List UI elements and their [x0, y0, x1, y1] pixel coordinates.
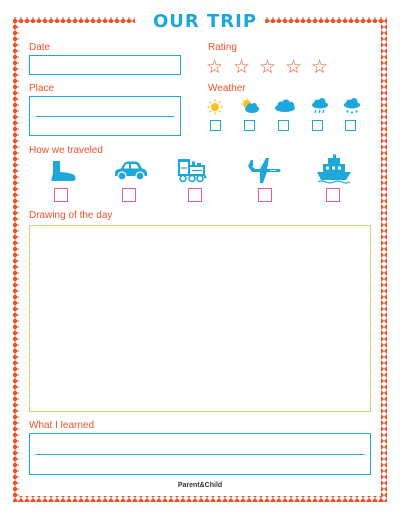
drawing-area[interactable]: [29, 225, 371, 412]
date-field[interactable]: [29, 55, 181, 75]
weather-checkbox-snow[interactable]: [345, 120, 356, 131]
star-icon[interactable]: ☆: [233, 56, 251, 78]
sun-icon: [207, 99, 223, 115]
travel-checkbox-walk[interactable]: [54, 188, 68, 202]
star-icon[interactable]: ☆: [206, 56, 224, 78]
what-i-learned-label: What I learned: [29, 420, 95, 431]
airplane-icon: [246, 156, 282, 184]
place-rule: [36, 116, 174, 117]
weather-checkbox-rain[interactable]: [312, 120, 323, 131]
rain-icon: [311, 97, 329, 115]
rating-label: Rating: [208, 42, 237, 53]
drawing-label: Drawing of the day: [29, 210, 113, 221]
weather-checkbox-cloudy[interactable]: [278, 120, 289, 131]
star-icon[interactable]: ☆: [259, 56, 277, 78]
weather-checkbox-sunny[interactable]: [210, 120, 221, 131]
place-field[interactable]: [29, 96, 181, 136]
date-label: Date: [29, 42, 51, 53]
what-i-learned-field[interactable]: [29, 433, 371, 475]
travel-checkbox-car[interactable]: [122, 188, 136, 202]
foot-icon: [49, 160, 77, 184]
place-label: Place: [29, 83, 55, 94]
brand-logo: Parent&Child: [177, 482, 223, 489]
learned-rule: [36, 454, 364, 455]
how-we-traveled-label: How we traveled: [29, 145, 103, 156]
travel-checkbox-airplane[interactable]: [258, 188, 272, 202]
travel-checkbox-boat[interactable]: [326, 188, 340, 202]
boat-icon: [316, 154, 352, 184]
partly-sunny-icon: [240, 98, 260, 114]
page-title: OUR TRIP: [152, 11, 258, 32]
weather-label: Weather: [208, 83, 246, 94]
train-icon: [178, 158, 208, 184]
weather-checkbox-partly-sunny[interactable]: [244, 120, 255, 131]
star-icon[interactable]: ☆: [311, 56, 329, 78]
car-icon: [112, 160, 148, 182]
cloudy-icon: [274, 99, 296, 113]
travel-checkbox-train[interactable]: [188, 188, 202, 202]
snow-icon: [343, 97, 361, 115]
star-icon[interactable]: ☆: [285, 56, 303, 78]
